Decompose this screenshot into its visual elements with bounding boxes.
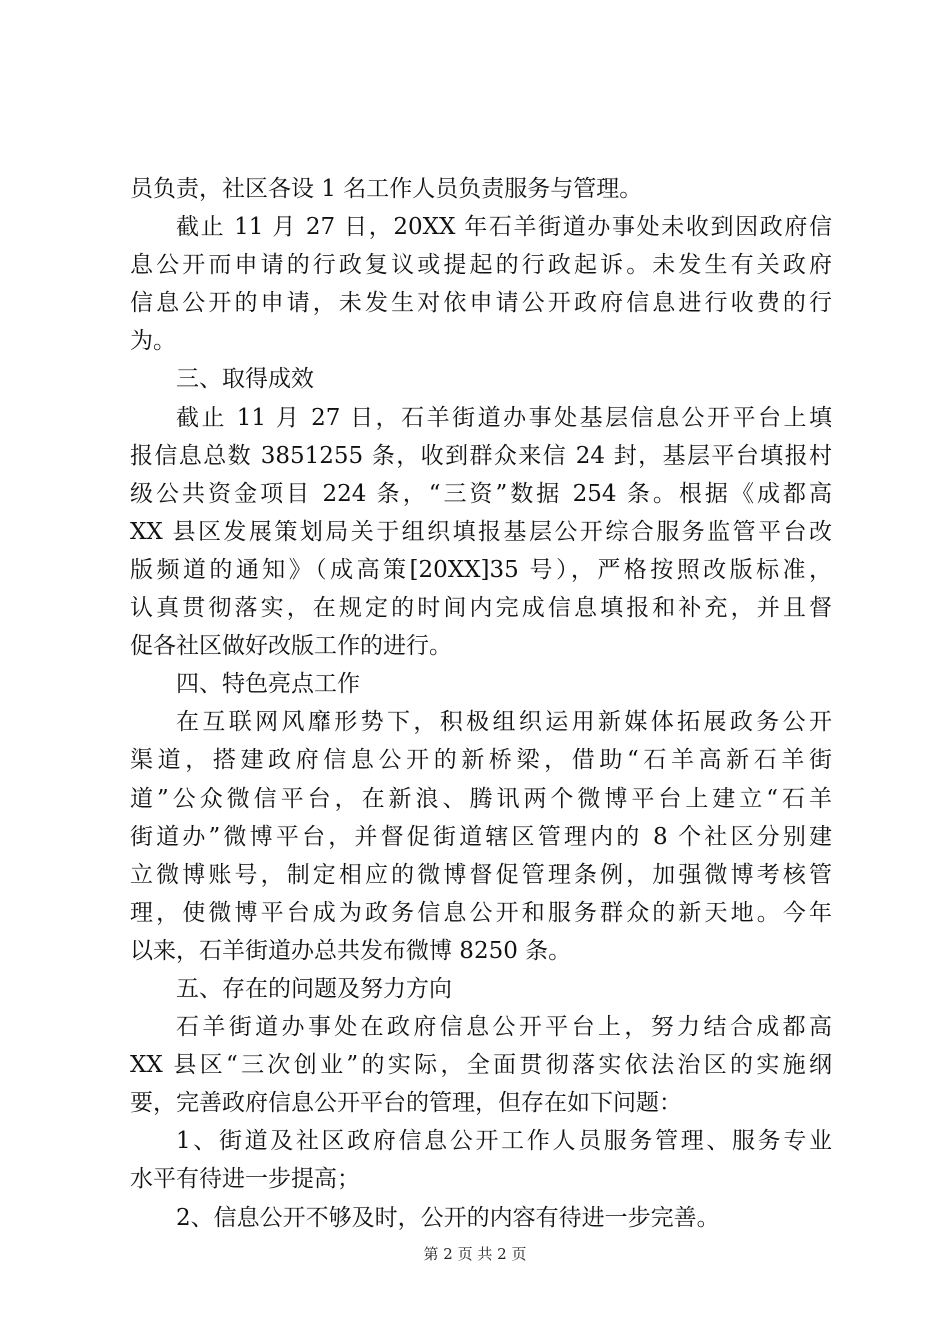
text-line: 认真贯彻落实，在规定的时间内完成信息填报和补充，并且督	[130, 595, 832, 622]
text-line: 信息公开的申请，未发生对依申请公开政府信息进行收费的行	[130, 290, 832, 317]
text-line: 街道办”微博平台，并督促街道辖区管理内的 8 个社区分别建	[130, 823, 832, 850]
page-number-label: 第 2 页 共 2 页	[423, 1245, 527, 1263]
text-line: 理，使微博平台成为政务信息公开和服务群众的新天地。今年	[130, 899, 832, 926]
document-body	[130, 170, 832, 1237]
text-line: 渠道，搭建政府信息公开的新桥梁，借助“石羊高新石羊街	[130, 747, 832, 774]
text-line: 促各社区做好改版工作的进行。	[130, 633, 452, 660]
text-line: 以来，石羊街道办总共发布微博 8250 条。	[130, 937, 572, 964]
text-line: 报信息总数 3851255 条，收到群众来信 24 封，基层平台填报村	[130, 442, 832, 469]
text-line: 员负责，社区各设 1 名工作人员负责服务与管理。	[130, 176, 643, 202]
section-heading: 三、取得成效	[176, 366, 314, 393]
section-heading: 四、特色亮点工作	[176, 671, 360, 698]
text-line: 版频道的通知》（成高策[20XX]35 号），严格按照改版标准，	[130, 556, 832, 583]
text-line: 级公共资金项目 224 条，“三资”数据 254 条。根据《成都高	[130, 480, 832, 507]
section-heading: 五、存在的问题及努力方向	[176, 975, 452, 1002]
list-item: 1、街道及社区政府信息公开工作人员服务管理、服务专业	[176, 1128, 832, 1155]
text-line: 息公开而申请的行政复议或提起的行政起诉。未发生有关政府	[130, 252, 832, 279]
text-line: 要，完善政府信息公开平台的管理，但存在如下问题：	[130, 1090, 682, 1117]
list-item: 2、信息公开不够及时，公开的内容有待进一步完善。	[176, 1204, 720, 1231]
text-line: 在互联网风靡形势下，积极组织运用新媒体拓展政务公开	[176, 709, 832, 736]
text-line: 石羊街道办事处在政府信息公开平台上，努力结合成都高	[176, 1014, 832, 1041]
text-line: XX 县区“三次创业”的实际，全面贯彻落实依法治区的实施纲	[130, 1052, 832, 1079]
text-line: 道”公众微信平台，在新浪、腾讯两个微博平台上建立“石羊	[130, 785, 832, 812]
text-line: 为。	[130, 328, 176, 355]
text-line: XX 县区发展策划局关于组织填报基层公开综合服务监管平台改	[130, 518, 832, 545]
text-line: 立微博账号，制定相应的微博督促管理条例，加强微博考核管	[130, 861, 832, 888]
text-line: 截止 11 月 27 日，石羊街道办事处基层信息公开平台上填	[176, 404, 832, 431]
text-line: 水平有待进一步提高；	[130, 1166, 360, 1193]
page-footer	[0, 1243, 950, 1264]
text-line: 截止 11 月 27 日，20XX 年石羊街道办事处未收到因政府信	[176, 214, 832, 241]
